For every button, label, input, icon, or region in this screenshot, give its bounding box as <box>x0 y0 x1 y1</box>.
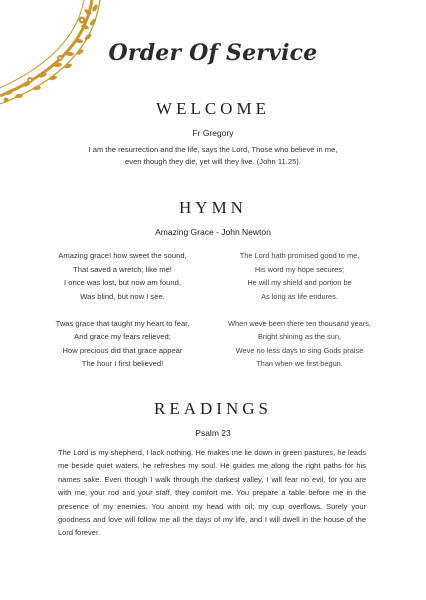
hymn-left-column <box>35 249 210 371</box>
hymn-line: Was blind, but now I see. <box>80 291 165 301</box>
hymn-line: Bright shining as the sun, <box>258 332 341 341</box>
welcome-line: even though they die, yet will they live. (John 11.25). <box>125 157 301 166</box>
readings-heading: READINGS <box>154 399 272 418</box>
hymn-line: The hour I first believed! <box>81 359 164 368</box>
hymn-line: Than when we first begun. <box>256 359 343 368</box>
hymn-heading: HYMN <box>179 198 247 217</box>
hymn-line: Weve no less days to sing Gods praise <box>235 345 364 355</box>
page-title: Order Of Service <box>108 40 318 66</box>
welcome-verse <box>0 144 426 168</box>
hymn-line: And grace my fears relieved; <box>74 332 171 341</box>
hymn-line: The Lord hath promised good to me, <box>239 251 360 260</box>
hymn-line: As long as life endures. <box>261 291 338 301</box>
hymn-line: That saved a wretch; like me! <box>73 264 172 274</box>
hymn-line: I once was lost, but now am found, <box>64 278 181 287</box>
hymn-line: He will my shield and portion be <box>247 278 352 287</box>
welcome-heading: WELCOME <box>156 99 270 118</box>
stanza-spacer <box>35 303 210 317</box>
hymn-line: Amazing grace! how sweet the sound, <box>58 251 187 260</box>
hymn-line: His word my hope secures; <box>254 264 345 274</box>
hymn-subtitle: Amazing Grace - John Newton <box>155 227 271 237</box>
hymn-line: Twas grace that taught my heart to fear, <box>55 318 190 328</box>
hymn-line: How precious did that grace appear <box>62 345 183 355</box>
stanza-spacer <box>212 303 387 317</box>
welcome-speaker: Fr Gregory <box>192 128 234 138</box>
psalm-text: The Lord is my shepherd, I lack nothing. He makes me lie down in green pastures, he leads me beside quiet waters, he refreshes my soul. He guides me along the right paths for his names sake. Even though I walk through the darkest valley, I will fear no evil, for you are with me; your rod and your staff, they comfort me. You prepare a table before me in the presence of my enemies. You anoint my head with oil; my cup overflows. Surely your goodness and love will follow me all the days of my life, and I will dwell in the house of the Lord forever. <box>58 448 366 538</box>
readings-subtitle: Psalm 23 <box>195 428 231 438</box>
hymn-right-column <box>212 249 387 371</box>
hymn-line: When weve been there ten thousand years, <box>228 318 371 328</box>
welcome-line: I am the resurrection and the life, says the Lord, Those who believe in me, <box>88 145 338 154</box>
